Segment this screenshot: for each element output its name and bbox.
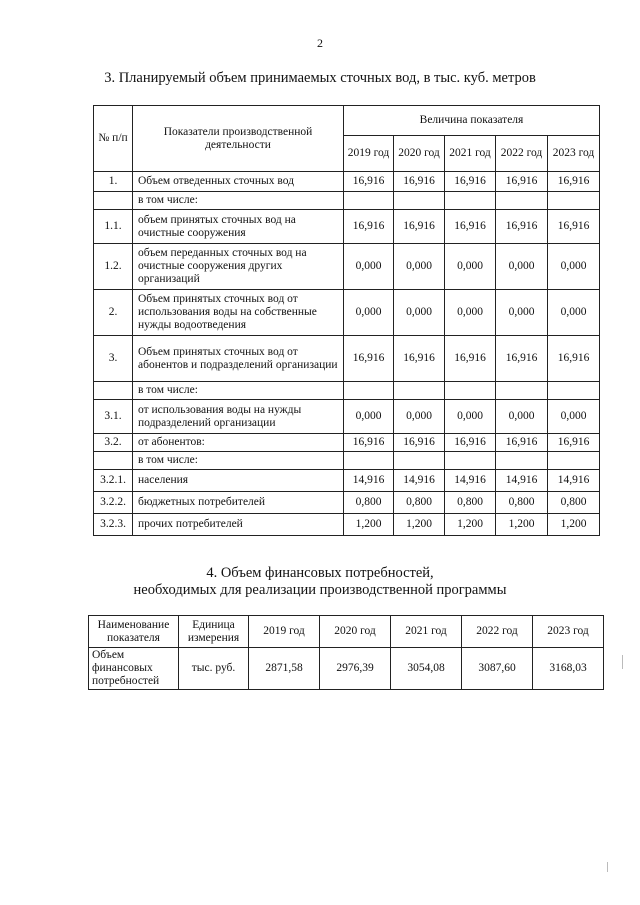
row-label: Объем принятых сточных вод от использования воды на собственные нужды водоотведения <box>133 290 344 336</box>
row-value: 0,000 <box>344 290 394 336</box>
row-num: 1.1. <box>94 210 133 244</box>
header-name: Наименование показателя <box>89 616 179 648</box>
header-year: 2022 год <box>496 136 548 172</box>
row-label: в том числе: <box>133 452 344 470</box>
row-value: 3087,60 <box>462 648 533 690</box>
row-value: 0,000 <box>394 400 445 434</box>
row-value: 16,916 <box>445 172 496 192</box>
table-row <box>94 336 600 382</box>
row-value: 0,800 <box>496 492 548 514</box>
table-row <box>94 434 600 452</box>
row-value <box>344 192 394 210</box>
row-num <box>94 192 133 210</box>
row-value: 3054,08 <box>391 648 462 690</box>
row-value: 0,000 <box>548 400 600 434</box>
row-value <box>344 452 394 470</box>
row-value: 16,916 <box>496 336 548 382</box>
row-value: 16,916 <box>394 210 445 244</box>
table-row <box>94 172 600 192</box>
row-value: 16,916 <box>344 336 394 382</box>
row-value: 0,000 <box>445 400 496 434</box>
row-label: объем переданных сточных вод на очистные сооружения других организаций <box>133 244 344 290</box>
row-value <box>344 382 394 400</box>
row-value: 2871,58 <box>249 648 320 690</box>
row-value: 16,916 <box>394 336 445 382</box>
row-value: 16,916 <box>548 336 600 382</box>
header-value-group: Величина показателя <box>344 106 600 136</box>
row-value: 0,000 <box>344 244 394 290</box>
row-num <box>94 452 133 470</box>
row-label: Объем принятых сточных вод от абонентов и подразделений организации <box>133 336 344 382</box>
row-value: 16,916 <box>445 210 496 244</box>
header-year: 2023 год <box>533 616 604 648</box>
row-value <box>445 382 496 400</box>
header-num: № п/п <box>94 106 133 172</box>
section4-title-line2: необходимых для реализации производственной программы <box>133 582 507 598</box>
row-value: 16,916 <box>445 434 496 452</box>
row-value: 0,000 <box>445 290 496 336</box>
row-num <box>94 382 133 400</box>
section3-title: 3. Планируемый объем принимаемых сточных вод, в тыс. куб. метров <box>104 70 536 86</box>
row-value: 0,000 <box>496 290 548 336</box>
row-value: 0,800 <box>394 492 445 514</box>
row-value <box>496 192 548 210</box>
row-value: 16,916 <box>445 336 496 382</box>
table-row <box>94 382 600 400</box>
table-row <box>94 210 600 244</box>
row-value: 16,916 <box>344 210 394 244</box>
row-value: 0,000 <box>496 244 548 290</box>
row-value: 0,000 <box>496 400 548 434</box>
row-value: 0,000 <box>548 290 600 336</box>
header-year: 2023 год <box>548 136 600 172</box>
header-year: 2021 год <box>445 136 496 172</box>
row-num: 3.2. <box>94 434 133 452</box>
row-value: 1,200 <box>394 514 445 536</box>
row-value: 1,200 <box>496 514 548 536</box>
table-row <box>94 192 600 210</box>
row-value: 2976,39 <box>320 648 391 690</box>
row-label: объем принятых сточных вод на очистные сооружения <box>133 210 344 244</box>
row-value: 0,000 <box>548 244 600 290</box>
row-value <box>445 192 496 210</box>
row-value: 16,916 <box>496 210 548 244</box>
table-row <box>94 492 600 514</box>
row-value <box>496 382 548 400</box>
scan-mark <box>622 655 623 669</box>
row-value: 3168,03 <box>533 648 604 690</box>
row-num: 2. <box>94 290 133 336</box>
row-value: 1,200 <box>548 514 600 536</box>
header-unit: Единица измерения <box>179 616 249 648</box>
row-value: 14,916 <box>496 470 548 492</box>
row-value: 16,916 <box>394 172 445 192</box>
row-value: 14,916 <box>344 470 394 492</box>
scan-mark <box>607 862 608 872</box>
row-value: 0,800 <box>445 492 496 514</box>
row-value: 1,200 <box>344 514 394 536</box>
row-value: 16,916 <box>344 172 394 192</box>
page-number: 2 <box>317 36 323 50</box>
row-value: 16,916 <box>496 434 548 452</box>
row-value: 16,916 <box>548 172 600 192</box>
table-row <box>94 452 600 470</box>
row-value: 14,916 <box>548 470 600 492</box>
row-num: 3.2.1. <box>94 470 133 492</box>
table-row <box>94 244 600 290</box>
row-value <box>496 452 548 470</box>
row-value: 16,916 <box>394 434 445 452</box>
row-value <box>394 382 445 400</box>
row-num: 3.1. <box>94 400 133 434</box>
row-value: 0,000 <box>394 290 445 336</box>
row-value <box>394 192 445 210</box>
header-year: 2021 год <box>391 616 462 648</box>
row-name: Объем финансовых потребностей <box>89 648 179 690</box>
row-label: бюджетных потребителей <box>133 492 344 514</box>
header-year: 2020 год <box>320 616 391 648</box>
row-value: 16,916 <box>548 434 600 452</box>
header-year: 2019 год <box>344 136 394 172</box>
row-label: Объем отведенных сточных вод <box>133 172 344 192</box>
row-value: 0,000 <box>394 244 445 290</box>
row-value: 16,916 <box>344 434 394 452</box>
table-row <box>94 400 600 434</box>
financial-needs-table <box>88 615 604 690</box>
row-value: 16,916 <box>496 172 548 192</box>
section4-title-line1: 4. Объем финансовых потребностей, <box>206 565 434 581</box>
row-label: от использования воды на нужды подразделений организации <box>133 400 344 434</box>
wastewater-volume-table <box>93 105 600 536</box>
header-indicator: Показатели производственной деятельности <box>133 106 344 172</box>
row-value <box>394 452 445 470</box>
row-label: прочих потребителей <box>133 514 344 536</box>
row-num: 1. <box>94 172 133 192</box>
table-row <box>94 470 600 492</box>
row-value <box>548 452 600 470</box>
header-year: 2022 год <box>462 616 533 648</box>
row-num: 3. <box>94 336 133 382</box>
row-value: 0,800 <box>548 492 600 514</box>
header-year: 2020 год <box>394 136 445 172</box>
row-label: в том числе: <box>133 192 344 210</box>
header-year: 2019 год <box>249 616 320 648</box>
row-value: 16,916 <box>548 210 600 244</box>
row-num: 3.2.2. <box>94 492 133 514</box>
row-label: в том числе: <box>133 382 344 400</box>
row-value <box>445 452 496 470</box>
row-value: 14,916 <box>445 470 496 492</box>
table-row <box>94 514 600 536</box>
row-value: 1,200 <box>445 514 496 536</box>
row-num: 1.2. <box>94 244 133 290</box>
section4-title <box>0 565 640 599</box>
row-value: 0,000 <box>445 244 496 290</box>
row-label: от абонентов: <box>133 434 344 452</box>
row-value: 14,916 <box>394 470 445 492</box>
row-unit: тыс. руб. <box>179 648 249 690</box>
row-num: 3.2.3. <box>94 514 133 536</box>
table-row <box>94 290 600 336</box>
row-value <box>548 192 600 210</box>
row-value: 0,000 <box>344 400 394 434</box>
row-value <box>548 382 600 400</box>
row-value: 0,800 <box>344 492 394 514</box>
row-label: населения <box>133 470 344 492</box>
